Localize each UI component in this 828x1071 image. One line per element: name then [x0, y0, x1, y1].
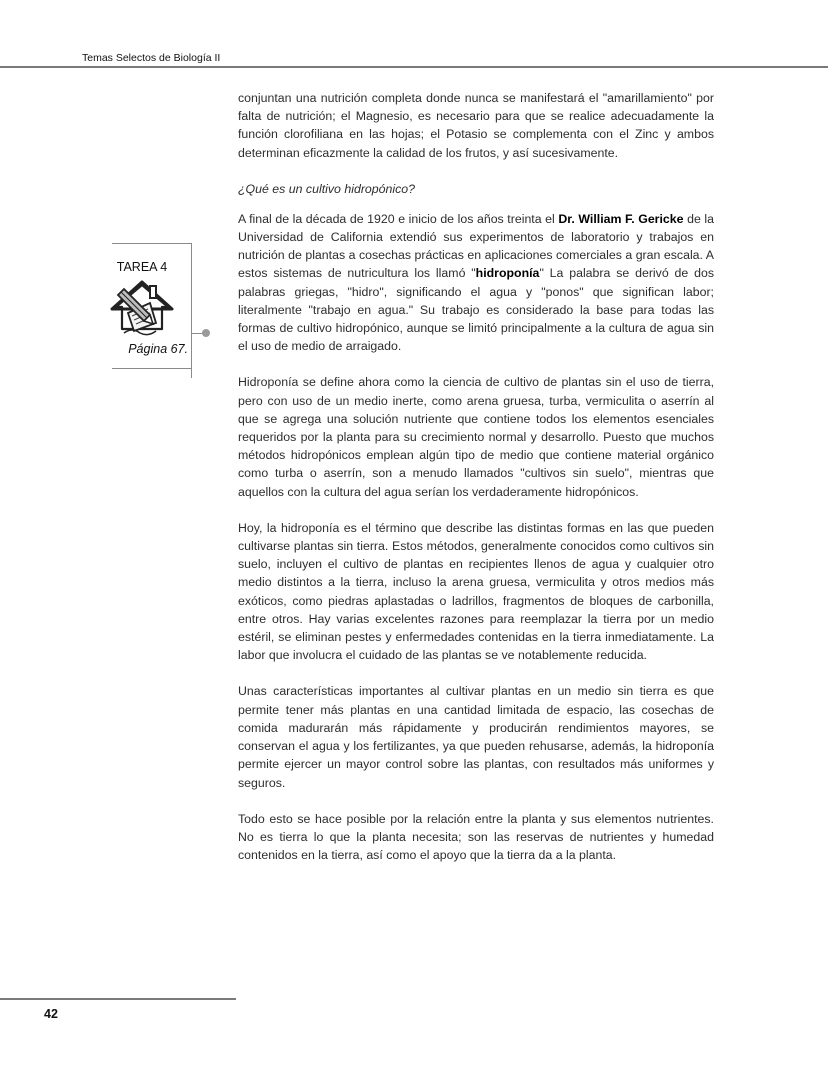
paragraph-intro: conjuntan una nutrición completa donde nunca se manifestará el "amarillamiento" por falta de nutrición; el Magnesio, es necesario para que se realice adecuadamente la función clorofiliana en las hojas; el Potasio se complementa con el Zinc y ambos determinan eficazmente la calidad de los frutos, y así sucesivamente.: [238, 91, 714, 160]
paragraph-methods: Hoy, la hidroponía es el término que describe las distintas formas en las que pueden cultivarse plantas sin tierra. Estos métodos, generalmente conocidos como cultivos sin suelo, incluyen el cultivo de plantas en recipientes llenos de agua y cualquier otro medio distintos a la tierra, incluso la arena gruesa, vermiculita y otros medios más exóticos, como piedras aplastadas o ladrillos, fragmentos de bloques de carbonilla, entre otros. Hay varias excelentes razones para reemplazar la tierra por un medio estéril, se eliminan pestes y enfermedades contenidas en la tierra inmediatamente. La labor que involucra el cuidado de las plantas se ve notablemente reducida.: [238, 520, 714, 663]
paragraph-history: [238, 210, 714, 356]
task-page-reference: Página 67.: [128, 342, 188, 356]
task-label: TAREA 4: [116, 260, 168, 274]
paragraph-advantages: Unas características importantes al cultivar plantas en un medio sin tierra es que permite tener más plantas en una cantidad limitada de espacio, las cosechas de comida madurarán más rápidamente y producirán rendimientos mayores, se conservan el agua y los fertilizantes, ya que pueden rehusarse, además, la hidroponía permite ejercer un mayor control sobre las plantas, con resultados más uniformes y seguros.: [238, 684, 714, 790]
footer-rule: [0, 998, 236, 1000]
sidebar-bottom-rule: [112, 368, 192, 369]
header-rule: [0, 66, 828, 68]
paragraph-conclusion: Todo esto se hace posible por la relación entre la planta y sus elementos nutrientes. No es tierra lo que la planta necesita; son las reservas de nutrientes y humedad contenidos en la tierra, así como el apoyo que la tierra da a la planta.: [238, 811, 714, 863]
sidebar-vertical-rule: [191, 243, 192, 378]
paragraph-history-text-b: de la Universidad de California extendió sus experimentos de laboratorio y trabajos en nutrición de plantas a cosechas prácticas en aplicaciones comerciales a gran escala. A estos sistemas de nutricultura los llamó ": [238, 211, 714, 281]
section-question: ¿Qué es un cultivo hidropónico?: [238, 181, 416, 196]
hydroponics-term: hidroponía: [475, 266, 540, 281]
paragraph-history-text-a: A final de la década de 1920 e inicio de los años treinta el: [238, 211, 559, 226]
paragraph-history-text-c: " La palabra se derivó de dos palabras griegas, "hidro", significando el agua y "ponos" que significan labor; literalmente "trabajo en agua." Su trabajo es considerado la base para todas las formas de cultivo hidropónico, aunque se limitó principalmente a la cultura de agua sin el uso de medio de arraigado.: [238, 266, 715, 354]
page-number: 42: [44, 1007, 58, 1021]
main-content: [238, 89, 714, 864]
sidebar-connector-dot: [202, 329, 210, 337]
pencil-house-icon: [110, 279, 174, 337]
sidebar-top-rule: [112, 243, 192, 244]
running-header-title: Temas Selectos de Biología II: [82, 52, 221, 64]
scientist-name: Dr. William F. Gericke: [558, 211, 684, 226]
paragraph-definition: Hidroponía se define ahora como la ciencia de cultivo de plantas sin el uso de tierra, pero con uso de un medio inerte, como arena gruesa, turba, vermiculita o aserrín al que se agrega una solución nutriente que contiene todos los elementos esenciales requeridos por la planta para su crecimiento normal y desarrollo. Puesto que muchos métodos hidropónicos emplean algún tipo de medio que contiene material orgánico como turba o aserrín, son a menudo llamados "cultivos sin suelo", mientras que aquellos con la cultura del agua serían los verdaderamente hidropónicos.: [238, 375, 714, 499]
